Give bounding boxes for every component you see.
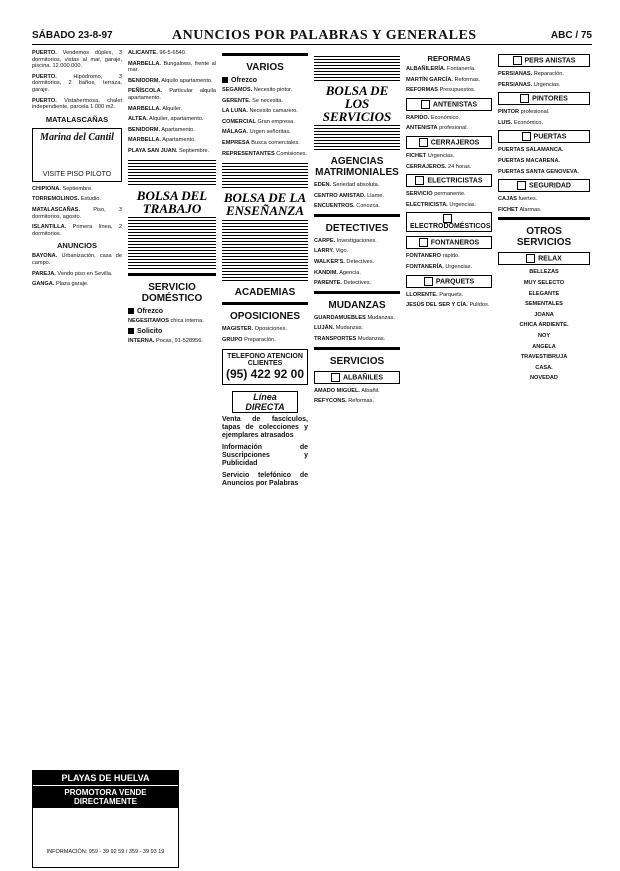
- category-heading: PARQUETS: [406, 275, 492, 288]
- section-heading: MATALASCAÑAS: [45, 114, 109, 124]
- ad-item: CENTRO AMISTAD. Llame.: [314, 192, 384, 199]
- ad-item: MUY SELECTO: [523, 279, 565, 286]
- ad-item: NOVEDAD: [530, 375, 558, 382]
- ad-item: MÁLAGA. Urgen señoritas.: [222, 129, 291, 136]
- ad-item: TRANSPORTES Mudanzas.: [314, 335, 386, 342]
- category-heading: PERS ANISTAS: [498, 54, 590, 67]
- category-heading: PINTORES: [498, 92, 590, 105]
- ad-item: PARENTE. Detectives.: [314, 280, 372, 287]
- column-3: [222, 50, 308, 862]
- category-heading: PUERTAS: [498, 130, 590, 143]
- ad-item: SEMENTALES: [525, 301, 563, 308]
- ad-item: PUERTO. Hipódromo, 3 dormitorios, 2 baños, terraza, garaje.: [32, 73, 122, 93]
- ad-item: FONTANERO rápido.: [406, 253, 460, 260]
- ad-item: GERENTE. Se necesita.: [222, 97, 283, 104]
- ad-item: TORREMOLINOS. Estudio.: [32, 196, 101, 203]
- service-text: Venta de fascículos, tapas de colecciones y ejemplares atrasados: [222, 416, 308, 440]
- ad-item: PUERTAS SANTA GENOVEVA.: [498, 168, 579, 175]
- ad-item: FICHET Urgencias.: [406, 152, 455, 159]
- ad-item: EDEN. Seriedad absoluta.: [314, 182, 380, 188]
- ad-item: TRAVESTIBRUJA: [520, 354, 568, 361]
- linea-directa-logo: Línea DIRECTA: [232, 391, 298, 413]
- ad-item: CHIPIONA. Septiembre.: [32, 185, 93, 192]
- column-1: [32, 50, 122, 862]
- ad-item: PLAYA SAN JUAN. Septiembre.: [128, 147, 210, 154]
- ad-item: PINTOR profesional.: [498, 109, 550, 116]
- ad-item: PUERTO. Vistahermosa, chalet independiente, parcela 1.000 m2.: [32, 97, 122, 111]
- column-4: [314, 50, 400, 862]
- ad-item: PEÑÍSCOLA. Particular alquila apartamento.: [128, 88, 216, 101]
- ad-item: LA LUNA. Necesito camarero.: [222, 108, 298, 115]
- ad-item: ENCUENTROS. Conozca.: [314, 203, 380, 210]
- ad-title: Marina del Cantil: [40, 131, 114, 143]
- ad-item: BENIDORM. Alquilo apartamento.: [128, 77, 213, 84]
- ad-item: LUIS. Económico.: [498, 119, 544, 126]
- ad-item: ELEGANTE: [528, 290, 560, 297]
- ad-item: REFORMAS Presupuestos.: [406, 87, 476, 94]
- ad-item: JOANA: [534, 311, 554, 318]
- ad-item: PUERTAS MACARENA.: [498, 157, 561, 164]
- bolsa-ensenanza-banner: [222, 161, 308, 281]
- ad-item: FICHET Alarmas.: [498, 206, 542, 213]
- bolsa-servicios-banner: [314, 54, 400, 150]
- column-6: [498, 50, 590, 862]
- section-heading: DETECTIVES: [325, 222, 389, 234]
- category-heading: FONTANEROS: [406, 236, 492, 249]
- ad-item: ALICANTE. 96-5-6540.: [128, 50, 187, 56]
- ad-item: RAPIDO. Económico.: [406, 114, 461, 121]
- ad-item: MARBELLA. Alquiler.: [128, 105, 183, 112]
- subsection-heading: Ofrezco: [222, 77, 308, 84]
- ad-item: REFYCONS. Reformas.: [314, 398, 375, 405]
- ad-item: LUJÁN. Mudanzas.: [314, 325, 364, 332]
- divider: [222, 53, 308, 56]
- category-heading: ALBAÑILES: [314, 371, 400, 384]
- ad-item: AMADO MIGUEL. Albañil.: [314, 387, 380, 394]
- section-heading: OTROS SERVICIOS: [516, 226, 572, 249]
- ad-item: ANTENISTA profesional.: [406, 125, 469, 132]
- ad-item: COMERCIAL Gran empresa.: [222, 118, 295, 125]
- divider: [128, 273, 216, 276]
- section-heading: MUDANZAS: [328, 299, 386, 311]
- category-heading: ELECTRICISTAS: [406, 174, 492, 187]
- phone-label: TELEFONO ATENCION CLIENTES: [227, 353, 303, 368]
- ad-item: BAYONA. Urbanización, casa de campo.: [32, 253, 122, 266]
- category-heading: ELECTRODOMÉSTICOS: [406, 212, 492, 232]
- ad-line: VISITE PISO PILOTO: [42, 170, 112, 178]
- ad-item: PUERTAS SALAMANCA.: [498, 147, 564, 154]
- ad-item: CARPE. Investigaciones.: [314, 237, 377, 244]
- banner-label: BOLSA DE LA ENSEÑANZA: [223, 190, 307, 219]
- ad-item: MARBELLA. Apartamento.: [128, 137, 196, 144]
- page-header: [32, 30, 592, 45]
- column-5: [406, 50, 492, 862]
- marina-ad: [32, 128, 122, 182]
- ad-item: GRUPO Preparación.: [222, 336, 276, 343]
- service-text: Información de Suscripciones y Publicidad: [222, 444, 308, 468]
- divider: [314, 291, 400, 294]
- ad-item: CERRAJEROS. 24 horas.: [406, 163, 472, 170]
- huelva-info: INFORMACIÓN: 959 - 39 92 59 / 359 - 39 93 19: [46, 849, 165, 855]
- subsection-heading: Solicito: [128, 328, 216, 335]
- banner-label: BOLSA DEL TRABAJO: [128, 187, 216, 217]
- divider: [314, 347, 400, 350]
- column-2: [128, 50, 216, 862]
- ad-item: EMPRESA Busca comerciales.: [222, 139, 300, 146]
- category-heading: CERRAJEROS: [406, 136, 492, 149]
- ad-item: SEGAMOS. Necesito pintor.: [222, 87, 293, 93]
- ad-item: MARTÍN GARCÍA. Reformas.: [406, 76, 481, 83]
- huelva-title: PLAYAS DE HUELVA: [33, 771, 178, 785]
- category-heading: SEGURIDAD: [498, 179, 590, 192]
- ad-item: PAREJA. Vendo piso en Sevilla.: [32, 270, 113, 277]
- category-heading: ANTENISTAS: [406, 98, 492, 111]
- ad-item: ALBAÑILERÍA. Fontanería.: [406, 66, 476, 72]
- ad-item: LARRY. Vigo.: [314, 248, 349, 255]
- section-heading: OPOSICIONES: [229, 311, 300, 323]
- ad-item: MARBELLA. Bungalows, frente al mar.: [128, 60, 216, 74]
- ad-item: WALKER'S. Detectives.: [314, 258, 375, 265]
- divider: [498, 217, 590, 220]
- banner-label: BOLSA DE LOS SERVICIOS: [314, 82, 400, 125]
- huelva-subtitle: PROMOTORA VENDE DIRECTAMENTE: [33, 786, 178, 808]
- ad-item: KANDIM. Agencia.: [314, 269, 361, 276]
- section-heading: ACADEMIAS: [234, 287, 296, 299]
- ad-item: ANGELA: [532, 343, 556, 350]
- service-text: Servicio telefónico de Anuncios por Palabras: [222, 472, 308, 488]
- page-number: ABC / 75: [550, 30, 592, 41]
- ad-item: NOY: [537, 332, 551, 339]
- ad-item: CASA.: [535, 364, 553, 371]
- ad-item: PUERTO. Vendemos dúplex, 3 dormitorios, vistas al mar, garaje, piscina. 12.000.000.: [32, 50, 122, 70]
- ad-item: INTERNA. Pocas, 91-528956.: [128, 338, 203, 345]
- ad-item: SERVICIO permanente.: [406, 191, 466, 198]
- section-heading: AGENCIAS MATRIMONIALES: [315, 156, 399, 178]
- ad-item: LLORENTE. Parquets.: [406, 291, 464, 298]
- ad-item: MAGISTER. Oposiciones.: [222, 326, 287, 333]
- section-heading: REFORMAS: [427, 54, 471, 63]
- section-heading: ANUNCIOS: [56, 241, 97, 251]
- bolsa-trabajo-banner: [128, 159, 216, 269]
- ad-item: FONTANERÍA. Urgencias.: [406, 263, 473, 270]
- phone-box: [222, 349, 308, 385]
- page-title: ANUNCIOS POR PALABRAS Y GENERALES: [172, 28, 477, 43]
- ad-item: ALTEA. Alquiler, apartamento.: [128, 116, 204, 123]
- subsection-heading: Ofrezco: [128, 308, 216, 315]
- ad-item: JESÚS DEL SER Y CÍA. Pulidos.: [406, 302, 490, 309]
- divider: [314, 214, 400, 217]
- section-heading: VARIOS: [246, 62, 284, 73]
- page-date: SÁBADO 23-8-97: [32, 30, 113, 41]
- phone-number: (95) 422 92 00: [225, 367, 305, 382]
- ad-item: BENIDORM. Apartamento.: [128, 126, 195, 133]
- ad-item: REPRESENTANTES Comisiones.: [222, 150, 308, 157]
- ad-item: CAJAS fuertes.: [498, 196, 538, 203]
- ad-item: PERSIANAS. Urgencias.: [498, 81, 561, 88]
- ad-item: PERSIANAS. Reparación.: [498, 71, 564, 77]
- ad-item: GANGA. Plaza garaje.: [32, 281, 89, 288]
- section-heading: SERVICIO DOMÉSTICO: [141, 281, 203, 304]
- ad-item: CHICA ARDIENTE.: [519, 322, 569, 329]
- divider: [222, 302, 308, 305]
- category-heading: RELAX: [498, 252, 590, 265]
- ad-item: ISLANTILLA. Primera línea, 2 dormitorios.: [32, 224, 122, 237]
- ad-item: ELECTRICISTA. Urgencias.: [406, 201, 477, 208]
- section-heading: SERVICIOS: [329, 355, 385, 367]
- ad-item: BELLEZAS: [529, 269, 559, 276]
- ad-item: NEGESITAMOS chica interna.: [128, 317, 204, 324]
- ad-item: GUARDAMUEBLES Mudanzas.: [314, 314, 395, 321]
- ad-item: MATALASCAÑAS. Piso, 3 dormitorios, agosto.: [32, 206, 122, 220]
